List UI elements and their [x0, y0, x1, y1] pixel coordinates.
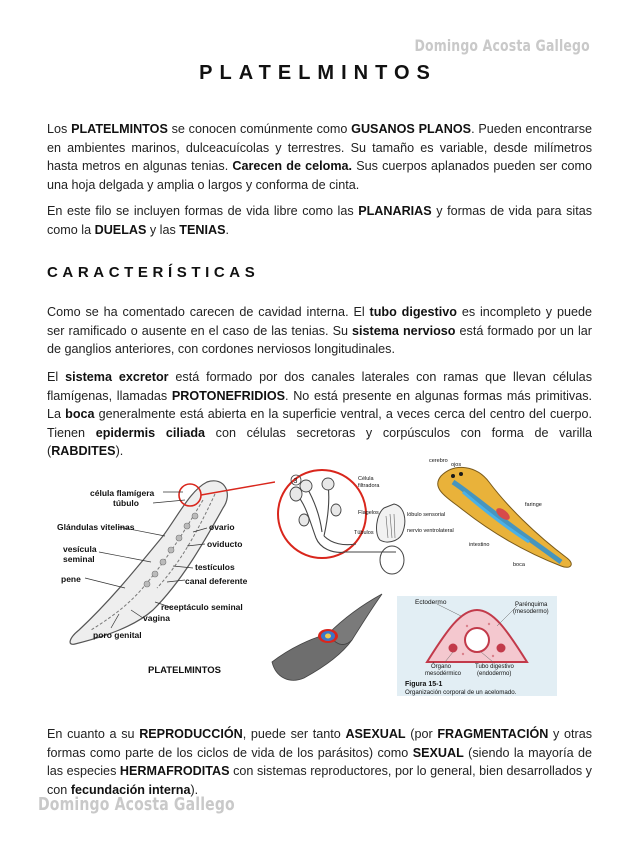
label-vesicula: vesícula: [63, 544, 97, 554]
reproduction-paragraph: En cuanto a su REPRODUCCIÓN, puede ser tanto ASEXUAL (por FRAGMENTACIÓN y otras formas como parte de los ciclos de vida de los parásitos) como SEXUAL (siendo la mayoría de las especies HERMAFRODITAS con sistemas reproductores, por lo general, bien desarrollados y con fecundación interna).: [47, 727, 592, 797]
watermark-top: Domingo Acosta Gallego: [414, 36, 590, 55]
label-vagina: vagina: [143, 613, 170, 623]
label-ovario: ovario: [209, 522, 235, 532]
page-title: PLATELMINTOS: [199, 62, 437, 84]
flatworm-cross-section-3d: [268, 590, 398, 686]
label-glandulas-vitelinas: Glándulas vitelinas: [57, 522, 135, 532]
characteristics-paragraph-1: Como se ha comentado carecen de cavidad interna. El tubo digestivo es incompleto y puede ser ramificado o ausente en el caso de las tenias. Su sistema nervioso está formado por un lar de ganglios anteriores, con cordones nerviosos longitudinales.: [47, 305, 592, 356]
label-mesodermo: (mesodermo): [513, 609, 549, 615]
label-number-3: 3: [293, 478, 298, 485]
label-lobulo-sensorial: lóbulo sensorial: [407, 512, 446, 518]
label-canal-deferente: canal deferente: [185, 576, 248, 586]
label-poro-genital: poro genital: [93, 630, 142, 640]
intro-paragraph-2: En este filo se incluyen formas de vida libre como las PLANARIAS y formas de vida para sitas como la DUELAS y las TENIAS.: [47, 204, 592, 237]
watermark-bottom: Domingo Acosta Gallego: [38, 794, 235, 815]
characteristics-paragraph-2: El sistema excretor está formado por dos canales laterales con ramas que llevan células flamígenas, llamadas PROTONEFRIDIOS. No está presente en algunas formas más primitivas. La boca generalmente está abierta en la superficie ventral, a veces cerca del centro del cuerpo. Tienen epidermis ciliada con células secretoras y corpúsculos con forma de varilla (RABDITES).: [47, 370, 592, 458]
label-intestino: intestino: [469, 542, 490, 548]
label-ectodermo: Ectodermo: [415, 599, 447, 606]
label-tubulos: Túbulos: [354, 530, 374, 536]
label-figura-desc: Organización corporal de un acelomado.: [405, 689, 517, 696]
label-organo: Órgano: [431, 664, 452, 670]
planaria-color-diagram: [405, 452, 590, 572]
label-tubulo: túbulo: [113, 498, 139, 508]
planarian-anatomy-diagram: [55, 470, 275, 650]
label-mesodermico: mesodérmico: [425, 671, 462, 677]
label-celula-flamigera: célula flamígera: [90, 488, 155, 498]
label-nervio-ventrolateral: nervio ventrolateral: [407, 528, 454, 534]
label-oviducto: oviducto: [207, 539, 243, 549]
label-faringe: faringe: [525, 502, 542, 508]
label-boca: boca: [513, 562, 525, 568]
label-filtradora: filtradora: [358, 483, 380, 489]
label-tubo-digestivo: Tubo digestivo: [475, 664, 514, 670]
label-flagelos: Flagelos: [358, 510, 379, 516]
section-heading-caracteristicas: CARACTERÍSTICAS: [47, 264, 260, 281]
label-receptaculo-seminal: receptáculo seminal: [161, 602, 243, 612]
label-endodermo: (endodermo): [477, 671, 512, 677]
label-celula: Célula: [358, 476, 374, 482]
flame-cell-diagram: [276, 464, 416, 582]
figure-caption: PLATELMINTOS: [148, 665, 222, 676]
label-ojos: ojos: [451, 462, 462, 468]
label-pene: pene: [61, 574, 81, 584]
label-parenquima: Parénquima: [515, 602, 548, 608]
label-seminal: seminal: [63, 554, 95, 564]
intro-paragraph-1: Los PLATELMINTOS se conocen comúnmente como GUSANOS PLANOS. Pueden encontrarse en ambientes marinos, dulceacuícolas y terrestres. Su tamaño es variable, desde milímetros hasta metros en algunas tenias. Carecen de celoma. Sus cuerpos aplanados pueden ser como una hoja delgada y amplia o largos y conforma de cinta.: [47, 122, 593, 192]
label-figura-15-1: Figura 15-1: [405, 681, 443, 688]
label-testiculos: testículos: [195, 562, 235, 572]
acoelomate-figure: [397, 596, 557, 696]
label-cerebro: cerebro: [429, 458, 448, 464]
